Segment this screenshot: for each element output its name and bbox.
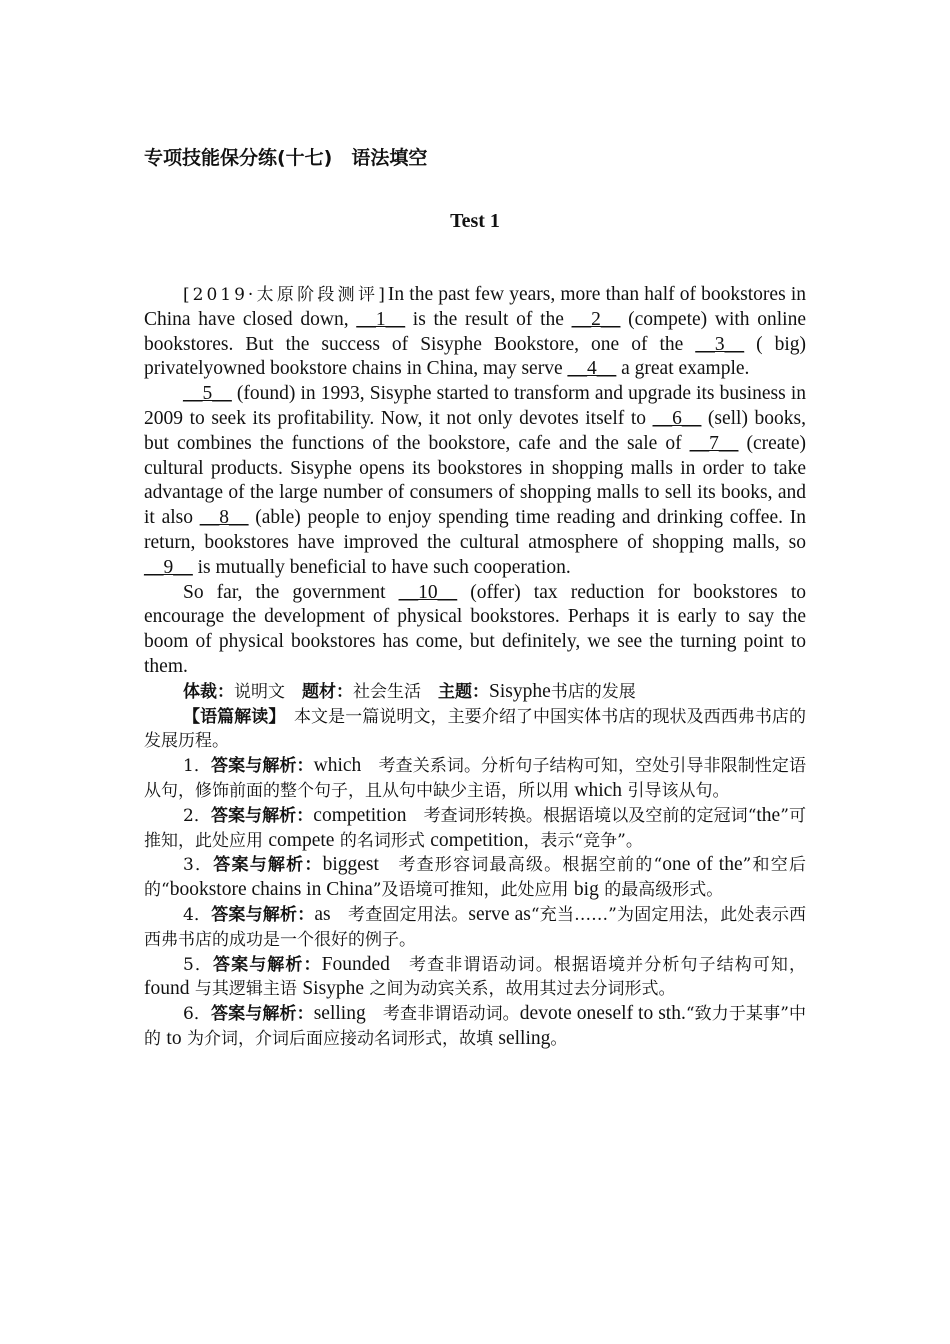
answer-number: 6． [183,1004,212,1025]
answer-number: 5． [183,954,214,975]
answer-value: selling [313,1003,366,1025]
answer-explanation: 的最高级形式。 [598,880,724,901]
genre-label: 体裁： [183,681,234,702]
answer-label: 答案与解析： [211,904,315,925]
answer-item [144,853,806,903]
blank-9: __9__ [144,556,193,578]
answer-explanation: competition [430,829,524,851]
answer-item [144,804,806,854]
answer-explanation: “致力于某事”中的 [144,1004,806,1049]
passage-text: (offer) tax reduction for bookstores to encourage the development of physical bookstores. Perhaps it is early to say the boom of physical bookstores has come, but definitely, we see the turning point to them. [144,581,806,677]
answer-value: which [313,755,362,777]
passage-text: In the past few years, more than half of bookstores in China have closed down, [144,284,806,330]
test-title: Test 1 [450,210,500,232]
answer-explanation: 考查固定用法。 [330,904,469,925]
passage-text: ( big) privatelyowned bookstore chains in China, may serve [144,333,807,380]
genre-value: 说明文 [234,681,302,702]
passage-text: is the result of the [405,308,572,330]
answer-explanation: 考查关系词。分析句子结构可知，空处引导非限制性定语从句，修饰前面的整个句子，且从句中缺少主语，所以用 [144,756,806,801]
answer-label: 答案与解析： [211,1004,314,1025]
document-body [144,283,806,1052]
answer-explanation: compete [268,829,335,851]
blank-10: __10__ [398,581,458,603]
genre-line [144,680,806,705]
answer-explanation: devote oneself to sth. [519,1003,686,1025]
answer-explanation: serve as [468,903,531,925]
answer-number: 2． [183,805,211,826]
answer-explanation: 的名词形式 [334,830,431,851]
answer-item [144,953,806,1003]
blank-5: __5__ [183,383,232,405]
blank-8: __8__ [199,507,249,529]
answer-explanation: 。 [550,1028,568,1049]
answer-label: 答案与解析： [211,756,314,777]
answer-explanation: 考查非谓语动词。根据语境并分析句子结构可知， [389,954,807,975]
answer-explanation: bookstore chains in China [169,879,373,901]
blank-3: __3__ [695,333,745,355]
answer-explanation: selling [498,1027,551,1049]
theme-label: 主题： [438,681,489,702]
answer-explanation: “充当……”为固定用法，此处表示西西弗书店的成功是一个很好的例子。 [144,904,807,950]
answer-number: 4． [183,904,212,925]
answer-explanation: which [574,779,623,801]
theme-value-cn: 书店的发展 [550,681,636,702]
answer-explanation: 考查非谓语动词。 [365,1004,520,1025]
passage-text: is mutually beneficial to have such cooperation. [192,556,571,578]
passage-text: (sell) books, but combines the functions of the bookstore, cafe and the sale of [144,407,807,454]
section-heading: 专项技能保分练(十七) 语法填空 [144,147,428,169]
blank-4: __4__ [567,358,617,380]
reading-text: 本文是一篇说明文，主要介绍了中国实体书店的现状及西西弗书店的发展历程。 [144,706,807,752]
passage-paragraph-2 [144,382,806,580]
answer-value: Founded [321,953,390,975]
answer-explanation: to [166,1027,182,1049]
passage-source: [2019·太原阶段测评] [183,285,388,305]
theme-value-en: Sisyphe [489,680,551,702]
passage-text: (compete) with online bookstores. But the success of Sisyphe Bookstore, one of the [144,308,806,355]
answer-explanation: ”及语境可推知，此处应用 [372,880,574,901]
answer-value: competition [313,804,407,826]
answer-explanation: 为介词，介词后面应接动名词形式，故填 [181,1028,499,1049]
passage-text: (found) in 1993, Sisyphe started to transform and upgrade its business in 2009 to seek its profitability. Now, it not only devotes itself to [144,383,806,429]
blank-7: __7__ [689,432,739,454]
answer-explanation: big [573,879,599,901]
answer-label: 答案与解析： [213,855,323,876]
passage-paragraph-3 [144,581,806,680]
answer-value: biggest [322,854,379,876]
answer-list [144,754,806,1052]
blank-6: __6__ [652,407,702,429]
answer-number: 1． [183,756,212,777]
answer-explanation: ”可推知，此处应用 [144,805,806,851]
passage-text: (create) cultural products. Sisyphe opens its bookstores in shopping malls in order to take advantage of the large number of consumers of shopping malls to sell its books, and it also [144,432,806,529]
passage-text: a great example. [616,358,750,380]
passage-text: (able) people to enjoy spending time reading and drinking coffee. In return, bookstores have improved the cultural atmosphere of shopping malls, so [144,507,806,553]
answer-explanation: ，表示“竞争”。 [523,830,643,851]
answer-item [144,754,806,804]
answer-explanation: 与其逻辑主语 [189,979,303,1000]
reading-summary [144,705,806,755]
answer-explanation: Sisyphe [302,978,365,1000]
blank-2: __2__ [571,308,621,330]
answer-explanation: the [756,804,781,826]
answer-item [144,1002,806,1052]
answer-explanation: 之间为动宾关系，故用其过去分词形式。 [364,979,676,1000]
blank-1: __1__ [356,308,406,330]
answer-explanation: 引导该从句。 [622,780,730,801]
answer-explanation: 考查词形转换。根据语境以及空前的定冠词“ [406,805,757,826]
reading-label: 【语篇解读】 [183,706,277,727]
passage-text: So far, the government [183,581,399,603]
answer-number: 3． [183,855,214,876]
answer-explanation: 考查形容词最高级。根据空前的“ [378,855,663,876]
topic-label: 题材： [302,681,353,702]
answer-label: 答案与解析： [210,805,314,826]
answer-value: as [314,903,331,925]
answer-explanation: found [144,978,190,1000]
passage-paragraph-1 [144,283,806,382]
answer-item [144,903,806,953]
topic-value: 社会生活 [353,681,438,702]
answer-label: 答案与解析： [213,954,322,975]
answer-explanation: ”和空后的“ [144,855,806,901]
answer-explanation: one of the [662,854,743,876]
